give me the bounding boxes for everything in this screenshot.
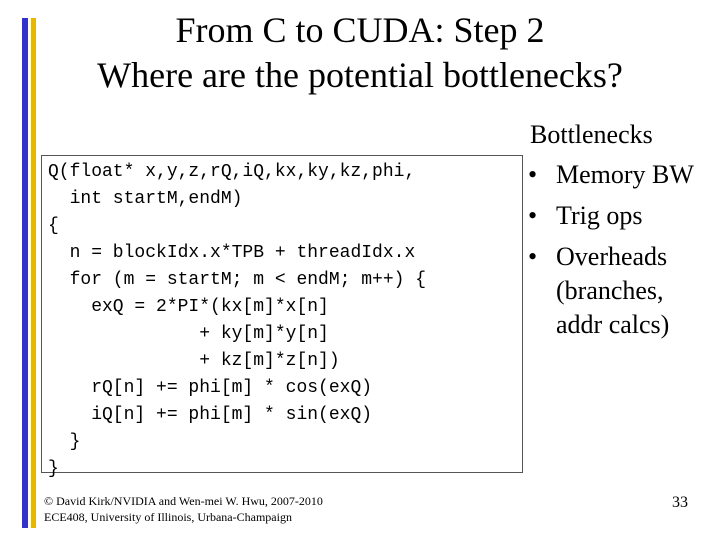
code-line: exQ = 2*PI*(kx[m]*x[n] <box>48 297 329 317</box>
bottlenecks-heading: Bottlenecks <box>530 120 653 149</box>
accent-bar-gold <box>31 18 36 528</box>
code-line: } <box>48 459 59 479</box>
code-line: + kz[m]*z[n]) <box>48 351 340 371</box>
code-line: n = blockIdx.x*TPB + threadIdx.x <box>48 243 416 263</box>
code-line: } <box>48 432 81 452</box>
slide-title <box>40 8 680 98</box>
code-block <box>48 159 426 483</box>
bottlenecks-list <box>528 158 694 349</box>
code-line: int startM,endM) <box>48 189 243 209</box>
bullet-icon: • <box>528 242 538 271</box>
code-line: + ky[m]*y[n] <box>48 324 329 344</box>
bullet-icon: • <box>528 160 538 189</box>
title-line-2: Where are the potential bottlenecks? <box>97 55 623 95</box>
code-line: iQ[n] += phi[m] * sin(exQ) <box>48 405 373 425</box>
bottleneck-text: Overheads (branches, addr calcs) <box>556 242 670 339</box>
footer-line-1: © David Kirk/NVIDIA and Wen-mei W. Hwu, 2007-2010 <box>44 494 323 508</box>
bullet-icon: • <box>528 201 538 230</box>
code-line: for (m = startM; m < endM; m++) { <box>48 270 427 290</box>
bottleneck-item <box>528 158 694 192</box>
bottleneck-text: Memory BW <box>556 160 694 189</box>
footer-credits <box>44 493 323 525</box>
footer-line-2: ECE408, University of Illinois, Urbana-Champaign <box>44 510 292 524</box>
bottleneck-item <box>528 199 694 233</box>
accent-bar-blue <box>22 18 28 528</box>
code-line: rQ[n] += phi[m] * cos(exQ) <box>48 378 373 398</box>
bottleneck-item <box>528 240 694 342</box>
bottleneck-text: Trig ops <box>556 201 643 230</box>
page-number: 33 <box>672 494 688 511</box>
title-line-1: From C to CUDA: Step 2 <box>175 10 545 50</box>
code-line: { <box>48 216 59 236</box>
code-line: Q(float* x,y,z,rQ,iQ,kx,ky,kz,phi, <box>48 162 416 182</box>
